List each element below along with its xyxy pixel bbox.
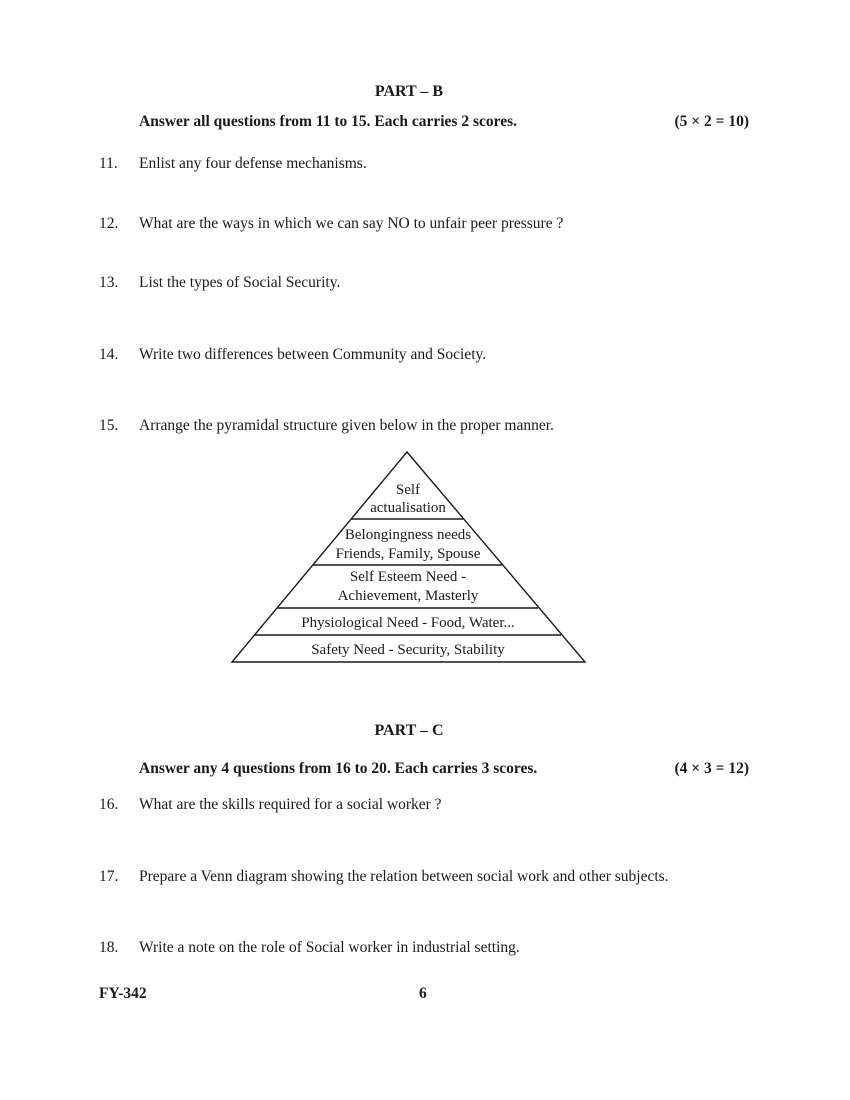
part-c-instruction: Answer any 4 questions from 16 to 20. Each carries 3 scores.	[139, 760, 538, 777]
page-number: 6	[419, 985, 427, 1002]
pyramid-level-1-line-2: actualisation	[370, 500, 446, 516]
question-text: Arrange the pyramidal structure given below in the proper manner.	[139, 417, 554, 434]
part-c-marks: (4 × 3 = 12)	[674, 760, 749, 777]
pyramid-level-3-line-1: Self Esteem Need -	[349, 569, 467, 585]
pyramid-level-2-line-2: Friends, Family, Spouse	[335, 546, 481, 562]
part-b-instruction: Answer all questions from 11 to 15. Each carries 2 scores.	[139, 113, 518, 130]
part-c-instruction-row	[139, 760, 749, 778]
question-number: 18.	[99, 939, 119, 956]
pyramid-level-5: Safety Need - Security, Stability	[311, 642, 505, 658]
question-number: 13.	[99, 274, 119, 291]
question-number: 15.	[99, 417, 119, 434]
question-number: 17.	[99, 868, 119, 885]
part-c-heading: PART – C	[374, 722, 444, 739]
part-b-heading: PART – B	[374, 83, 444, 100]
question-text: What are the ways in which we can say NO to unfair peer pressure ?	[139, 215, 564, 232]
pyramid-level-4: Physiological Need - Food, Water...	[301, 615, 515, 631]
paper-code: FY-342	[99, 985, 147, 1002]
question-text: Write two differences between Community and Society.	[139, 346, 487, 363]
question-text: List the types of Social Security.	[139, 274, 341, 291]
question-text: Write a note on the role of Social worker in industrial setting.	[139, 939, 520, 956]
question-text: Prepare a Venn diagram showing the relation between social work and other subjects.	[139, 868, 669, 885]
question-text: Enlist any four defense mechanisms.	[139, 155, 367, 172]
question-number: 16.	[99, 796, 119, 813]
part-b-marks: (5 × 2 = 10)	[674, 113, 749, 130]
pyramid-level-3-line-2: Achievement, Masterly	[337, 588, 479, 604]
question-number: 14.	[99, 346, 119, 363]
pyramid-level-2-line-1: Belongingness needs	[344, 527, 472, 543]
question-text: What are the skills required for a social worker ?	[139, 796, 442, 813]
question-number: 12.	[99, 215, 119, 232]
question-number: 11.	[99, 155, 118, 172]
pyramid-level-1-line-1: Self	[395, 482, 421, 498]
